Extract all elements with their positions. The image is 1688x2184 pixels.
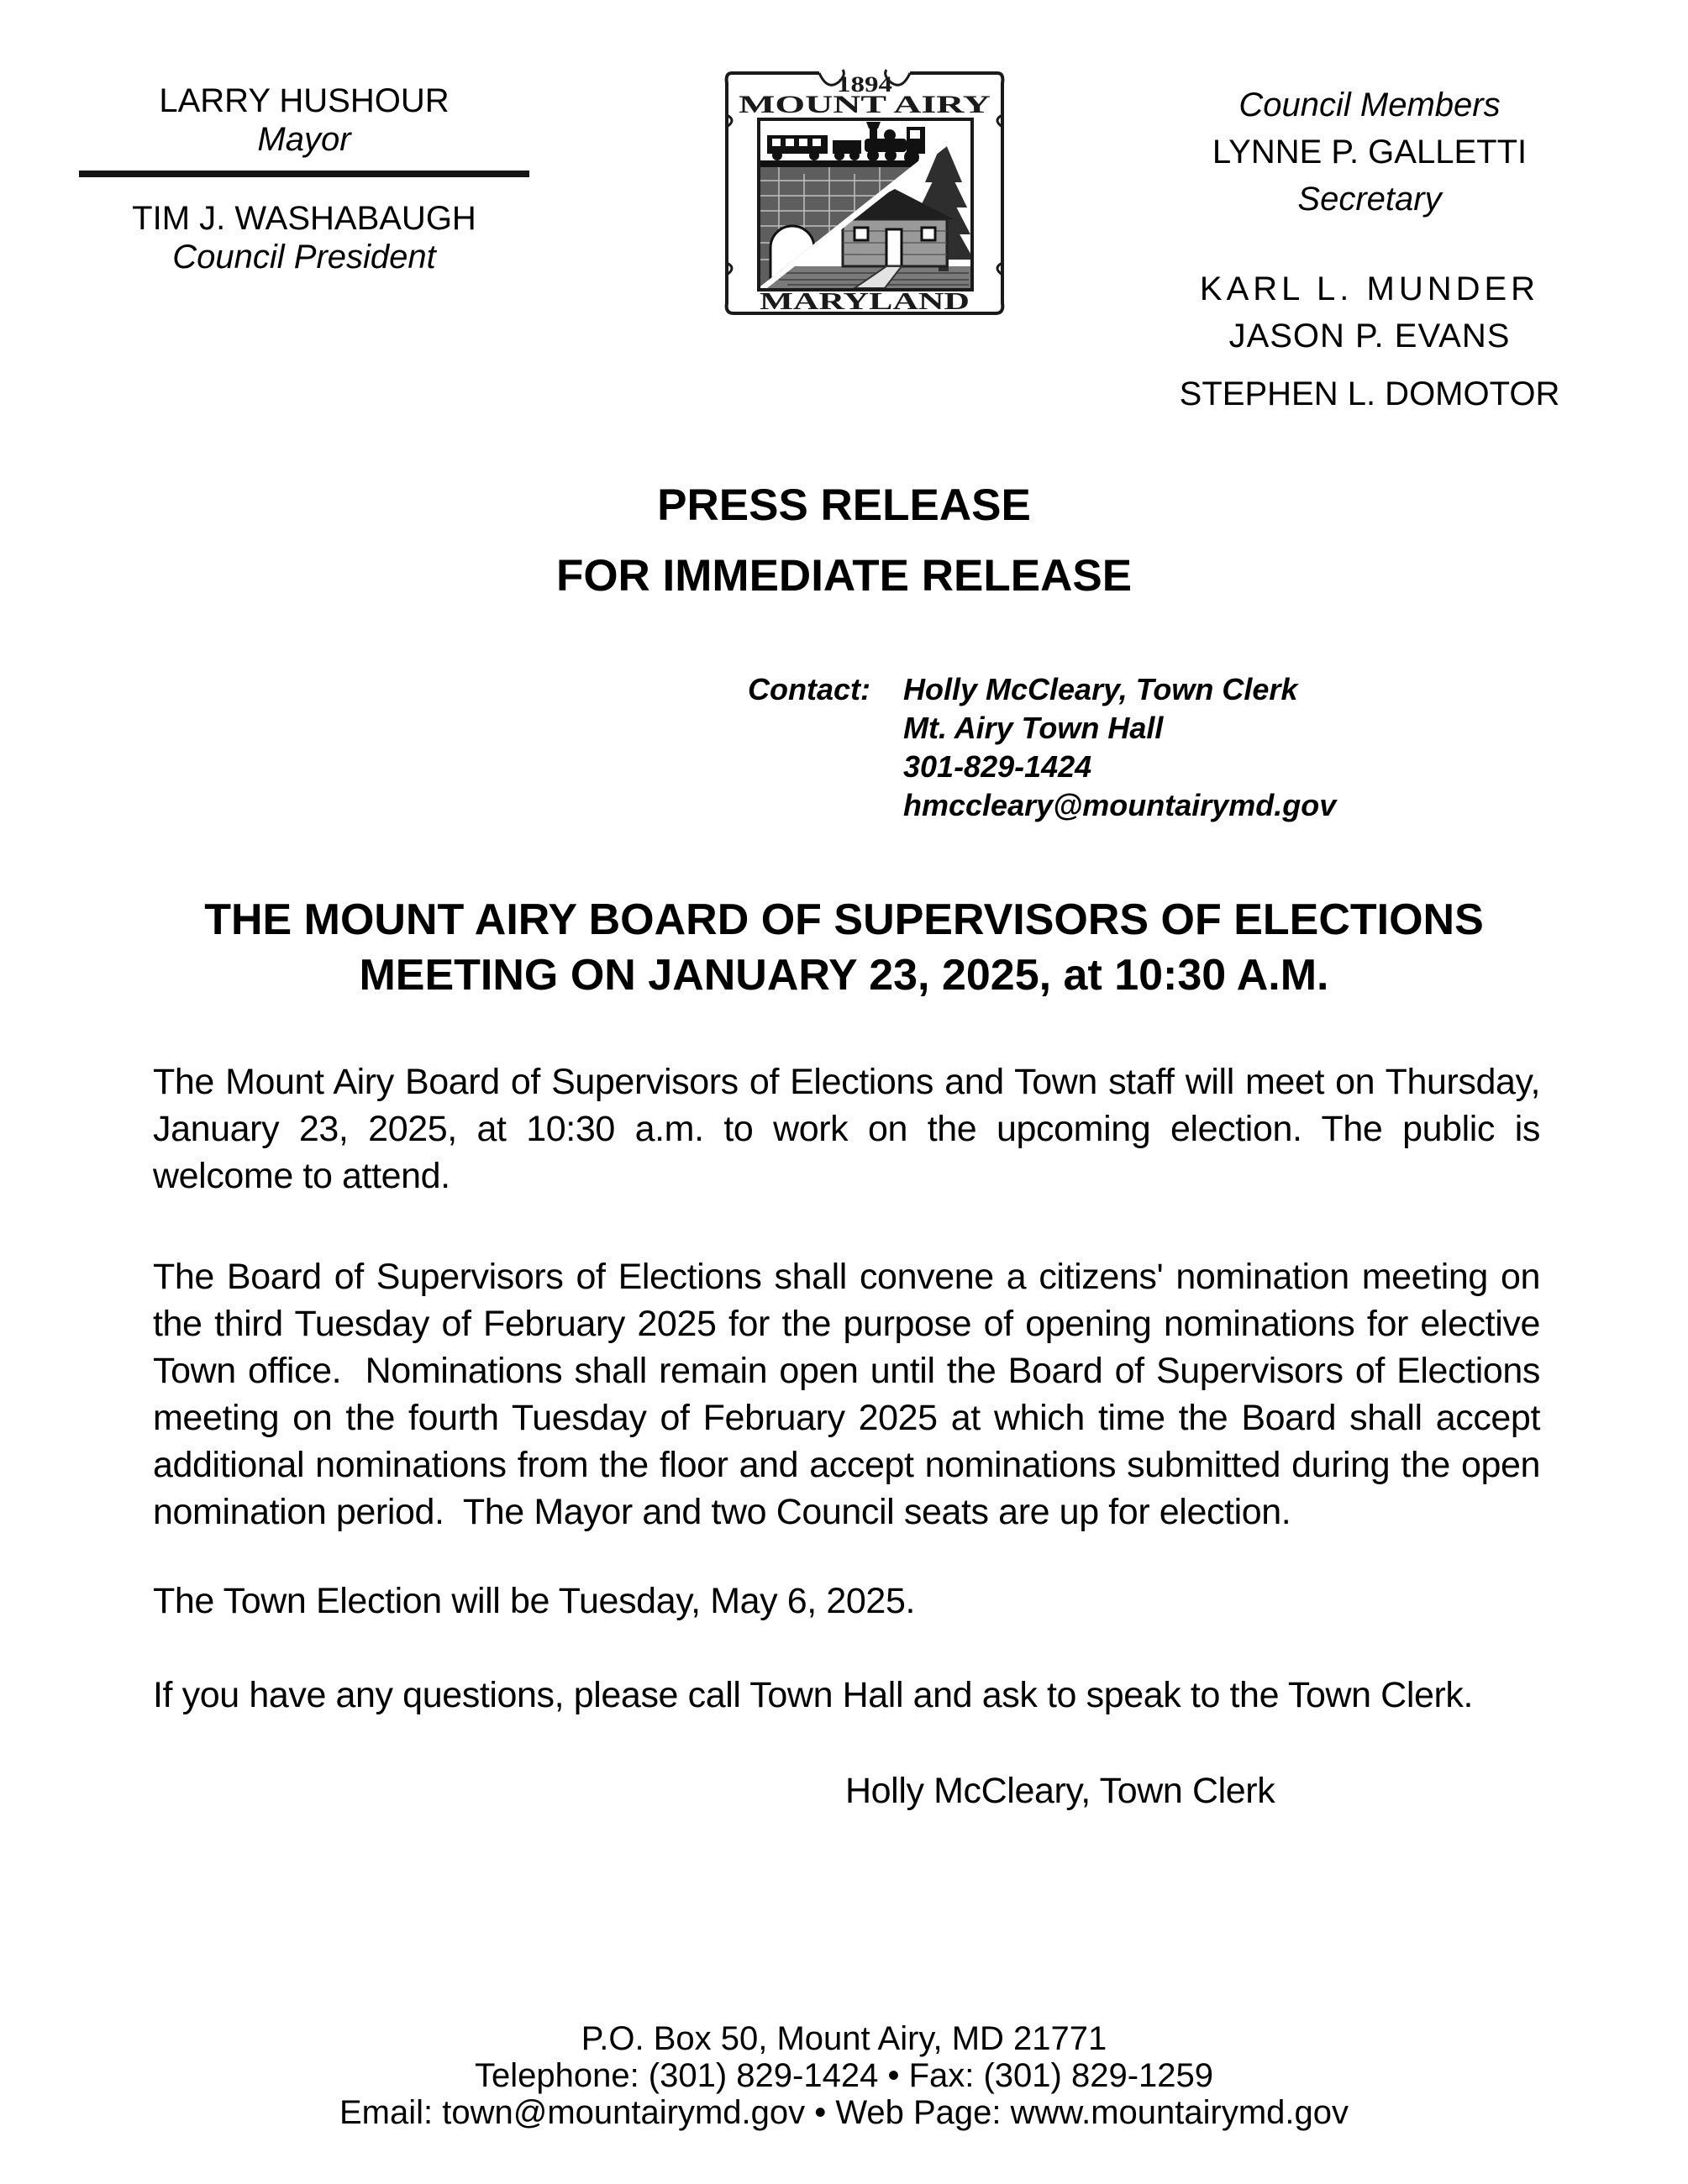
council-member-3: STEPHEN L. DOMOTOR xyxy=(1179,375,1560,412)
contact-label: Contact: xyxy=(748,672,870,706)
paragraph-meeting-notice: The Mount Airy Board of Supervisors of Elections and Town staff will meet on Thursday, January 23, 2025, at 10:30 a.m. to work on the upcoming election. The public is welcome to attend. xyxy=(153,1062,1550,1196)
title-line-1: PRESS RELEASE xyxy=(657,480,1031,530)
contact-email: hmccleary@mountairymd.gov xyxy=(903,788,1337,822)
council-president-name: TIM J. WASHABAUGH xyxy=(132,200,476,237)
header-officials-right xyxy=(1151,81,1588,417)
town-seal xyxy=(720,65,1009,322)
secretary-title: Secretary xyxy=(1297,181,1442,218)
meeting-heading xyxy=(0,892,1688,1003)
header-officials-left xyxy=(79,81,529,276)
signature-line: Holly McCleary, Town Clerk xyxy=(845,1771,1275,1811)
contact-name: Holly McCleary, Town Clerk xyxy=(903,672,1298,706)
contact-block xyxy=(748,670,1336,825)
contact-phone: 301-829-1424 xyxy=(903,749,1092,784)
mayor-title: Mayor xyxy=(257,121,351,158)
meeting-heading-line-2: MEETING ON JANUARY 23, 2025, at 10:30 A.M. xyxy=(359,951,1329,1000)
footer-address: P.O. Box 50, Mount Airy, MD 21771 xyxy=(581,2020,1107,2057)
contact-details xyxy=(903,670,1336,825)
secretary-name: LYNNE P. GALLETTI xyxy=(1212,134,1528,171)
council-member-2: JASON P. EVANS xyxy=(1228,318,1511,354)
seal-state-name: MARYLAND xyxy=(760,289,970,315)
council-member-1: KARL L. MUNDER xyxy=(1199,270,1540,307)
contact-org: Mt. Airy Town Hall xyxy=(903,711,1164,745)
seal-year: 1894 xyxy=(837,72,892,97)
page-footer xyxy=(0,2020,1688,2131)
header-divider-rule xyxy=(79,171,529,177)
meeting-heading-line-1: THE MOUNT AIRY BOARD OF SUPERVISORS OF ELECTIONS xyxy=(204,895,1484,944)
footer-phone-fax: Telephone: (301) 829-1424 • Fax: (301) 829-1259 xyxy=(474,2057,1214,2094)
paragraph-election-date: The Town Election will be Tuesday, May 6, 2025. xyxy=(153,1581,916,1621)
seal-town-name: MOUNT AIRY xyxy=(739,91,991,118)
mayor-name: LARRY HUSHOUR xyxy=(159,82,450,119)
paragraph-questions: If you have any questions, please call Town Hall and ask to speak to the Town Clerk. xyxy=(153,1675,1474,1715)
council-members-label: Council Members xyxy=(1238,87,1501,123)
footer-email-web: Email: town@mountairymd.gov • Web Page: www.mountairymd.gov xyxy=(339,2094,1349,2131)
title-line-2: FOR IMMEDIATE RELEASE xyxy=(555,551,1133,601)
paragraph-nominations: The Board of Supervisors of Elections shall convene a citizens' nomination meeting on the third Tuesday of February 2025 for the purpose of opening nominations for elective Town office. Nominations shall remain open until the Board of Supervisors of Elections meeting on the fourth Tuesday of February 2025 at which time the Board shall accept additional nominations from the floor and accept nominations submitted during the open nomination period. The Mayor and two Council seats are up for election. xyxy=(153,1257,1550,1532)
press-release-title xyxy=(0,470,1688,612)
council-president-title: Council President xyxy=(172,239,436,276)
